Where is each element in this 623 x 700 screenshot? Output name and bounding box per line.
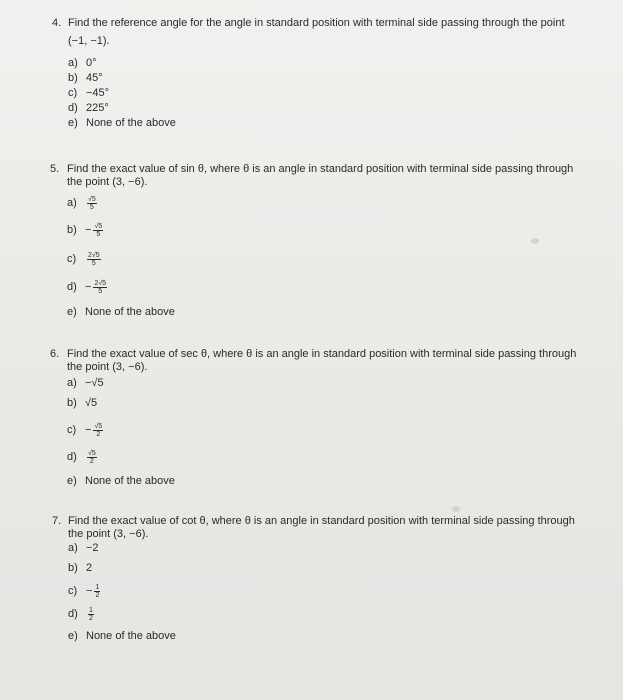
- option-letter: c): [68, 87, 78, 99]
- fraction-numerator: 2√5: [88, 251, 100, 259]
- question-text: [68, 17, 608, 48]
- option-letter: b): [68, 562, 78, 574]
- option-c[interactable]: [67, 419, 103, 441]
- fraction-denominator: 2: [96, 430, 101, 438]
- option-b[interactable]: [68, 557, 92, 579]
- fraction-denominator: 2: [89, 614, 93, 622]
- fraction-denominator: 5: [96, 230, 101, 238]
- option-letter: e): [67, 306, 77, 318]
- option-b[interactable]: [67, 392, 97, 414]
- option-e[interactable]: [68, 625, 176, 647]
- option-d[interactable]: [67, 446, 97, 468]
- option-sign: −: [85, 424, 92, 436]
- option-value: None of the above: [86, 117, 176, 129]
- fraction-denominator: 5: [98, 287, 103, 295]
- option-letter: b): [68, 72, 78, 84]
- option-letter: d): [68, 608, 78, 620]
- option-letter: b): [67, 224, 77, 236]
- option-letter: c): [67, 253, 77, 265]
- option-letter: a): [67, 377, 77, 389]
- option-value: −√5: [85, 377, 104, 389]
- option-d[interactable]: [68, 603, 94, 625]
- option-c[interactable]: [68, 580, 100, 602]
- question-number: 7.: [52, 515, 62, 527]
- option-fraction: [87, 196, 97, 211]
- option-value: None of the above: [86, 630, 176, 642]
- option-a[interactable]: [67, 192, 97, 214]
- option-letter: a): [67, 197, 77, 209]
- question-text-line: the point (3, −6).: [68, 528, 149, 540]
- fraction-numerator: 1: [89, 606, 93, 614]
- option-letter: a): [68, 542, 78, 554]
- fraction-numerator: 1: [95, 583, 100, 591]
- option-value: √5: [85, 397, 98, 409]
- option-fraction: [88, 607, 94, 622]
- question-text: [67, 348, 587, 374]
- option-e[interactable]: [67, 301, 175, 323]
- option-e[interactable]: [67, 470, 175, 492]
- option-fraction: [87, 252, 101, 267]
- option-letter: c): [68, 585, 78, 597]
- option-e[interactable]: [68, 112, 176, 134]
- option-a[interactable]: [67, 372, 104, 394]
- option-a[interactable]: [68, 537, 99, 559]
- question-text-line: Find the exact value of sec θ, where θ is an angle in standard position with terminal side passing through: [67, 348, 577, 360]
- option-value: 0°: [86, 57, 97, 69]
- fraction-numerator: √5: [88, 449, 96, 457]
- paper-smudge: [452, 506, 460, 512]
- option-fraction: [93, 280, 107, 295]
- fraction-denominator: 5: [89, 203, 94, 211]
- option-sign: −: [85, 224, 92, 236]
- option-value: 45°: [86, 72, 103, 84]
- question-text-line: (−1, −1).: [68, 35, 110, 47]
- question-text: [68, 515, 588, 541]
- question-number: 4.: [52, 17, 62, 29]
- option-letter: e): [67, 475, 77, 487]
- option-value: −2: [86, 542, 99, 554]
- question-text-line: Find the exact value of sin θ, where θ is an angle in standard position with terminal side passing through: [67, 163, 574, 175]
- option-letter: d): [67, 281, 77, 293]
- fraction-denominator: 2: [89, 457, 94, 465]
- option-sign: −: [85, 281, 92, 293]
- option-letter: d): [67, 451, 77, 463]
- option-fraction: [93, 423, 103, 438]
- question-text-line: Find the exact value of cot θ, where θ is an angle in standard position with terminal side passing through: [68, 515, 575, 527]
- fraction-numerator: √5: [88, 195, 96, 203]
- question-text-line: the point (3, −6).: [67, 361, 148, 373]
- question-text: [67, 163, 587, 189]
- paper-smudge: [531, 238, 539, 244]
- option-d[interactable]: [67, 276, 107, 298]
- option-sign: −: [86, 585, 93, 597]
- option-fraction: [87, 450, 97, 465]
- option-value: None of the above: [85, 475, 175, 487]
- question-number: 5.: [50, 163, 60, 175]
- option-fraction: [94, 584, 100, 599]
- fraction-numerator: 2√5: [94, 279, 107, 287]
- option-letter: e): [68, 117, 78, 129]
- option-letter: d): [68, 102, 78, 114]
- option-fraction: [93, 223, 103, 238]
- option-value: 225°: [86, 102, 109, 114]
- fraction-numerator: √5: [94, 222, 103, 230]
- question-number: 6.: [50, 348, 60, 360]
- option-value: None of the above: [85, 306, 175, 318]
- option-c[interactable]: [67, 248, 101, 270]
- option-letter: c): [67, 424, 77, 436]
- option-letter: a): [68, 57, 78, 69]
- option-b[interactable]: [67, 219, 103, 241]
- option-letter: e): [68, 630, 78, 642]
- option-value: 2: [86, 562, 93, 574]
- option-value: −45°: [86, 87, 110, 99]
- option-letter: b): [67, 397, 77, 409]
- fraction-numerator: √5: [94, 422, 103, 430]
- fraction-denominator: 5: [91, 259, 96, 267]
- question-text-line: the point (3, −6).: [67, 176, 148, 188]
- fraction-denominator: 2: [95, 591, 100, 599]
- question-text-line: Find the reference angle for the angle in standard position with terminal side passing through the point: [68, 17, 565, 29]
